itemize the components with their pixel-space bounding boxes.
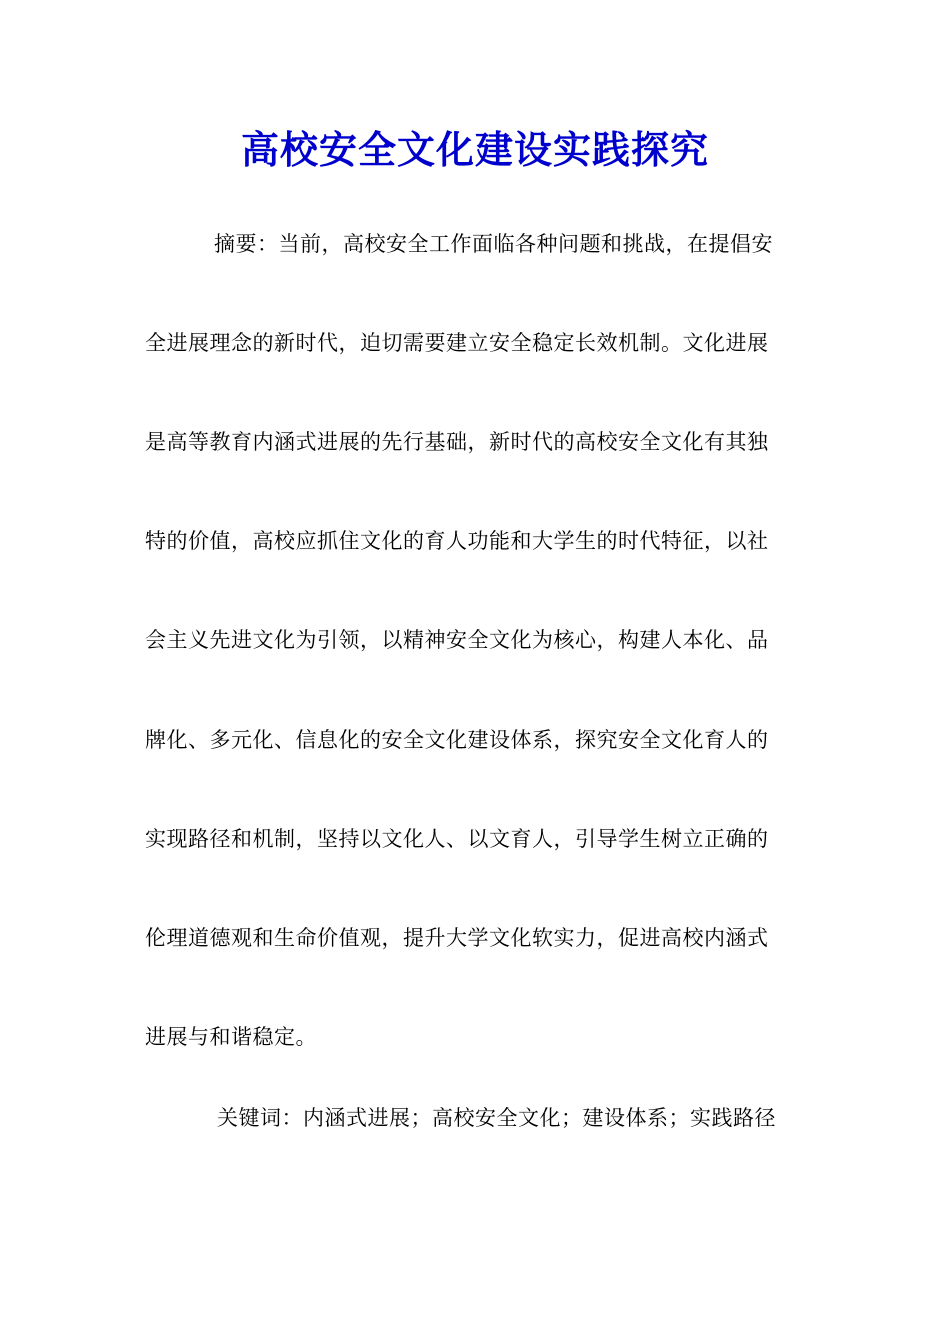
abstract-line-3: 是高等教育内涵式进展的先行基础，新时代的高校安全文化有其独 (145, 430, 769, 454)
abstract-line-4: 特的价值，高校应抓住文化的育人功能和大学生的时代特征，以社 (145, 529, 769, 553)
abstract-line-5: 会主义先进文化为引领，以精神安全文化为核心，构建人本化、品 (145, 628, 769, 652)
abstract-line-1: 摘要：当前，高校安全工作面临各种问题和挑战，在提倡安 (214, 232, 773, 256)
abstract-line-8: 伦理道德观和生命价值观，提升大学文化软实力，促进高校内涵式 (145, 926, 769, 950)
abstract-line-6: 牌化、多元化、信息化的安全文化建设体系，探究安全文化育人的 (145, 728, 769, 752)
document-title: 高校安全文化建设实践探究 (240, 127, 709, 172)
abstract-line-2: 全进展理念的新时代，迫切需要建立安全稳定长效机制。文化进展 (145, 331, 769, 355)
abstract-line-7: 实现路径和机制，坚持以文化人、以文育人，引导学生树立正确的 (145, 827, 769, 851)
abstract-line-9: 进展与和谐稳定。 (145, 1025, 317, 1049)
keywords-line: 关键词：内涵式进展；高校安全文化；建设体系；实践路径 (217, 1106, 776, 1130)
